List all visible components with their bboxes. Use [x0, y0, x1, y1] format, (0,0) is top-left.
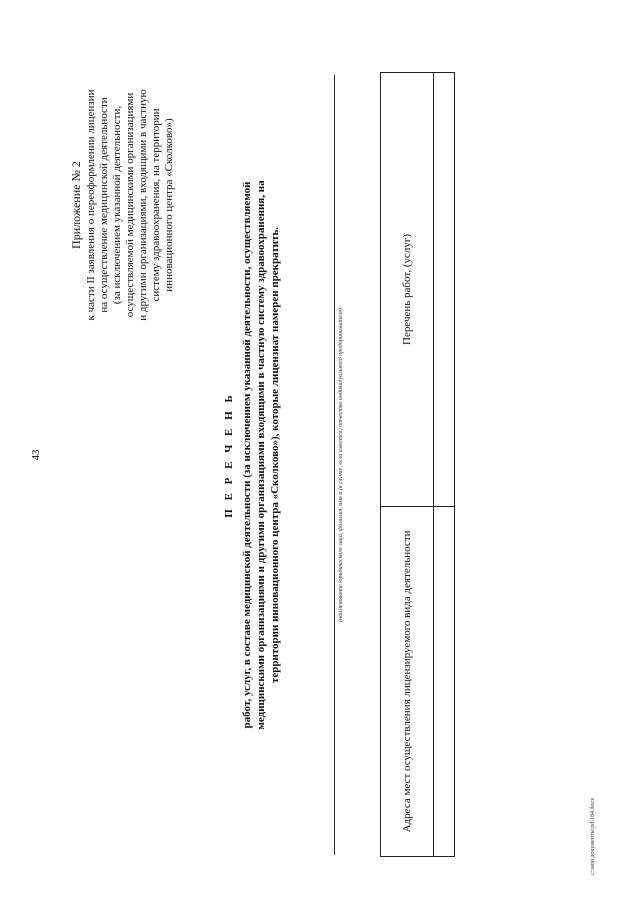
appendix-line: и другими организациями, входящими в частную — [137, 89, 149, 321]
appendix-line: осуществляемой медицинскими организациями — [124, 92, 136, 318]
rotated-page — [30, 35, 610, 875]
appendix-title: Приложение № 2 — [69, 161, 83, 249]
table-cell-works[interactable] — [434, 73, 455, 507]
file-path: c:\мои документы\pd\184.docx — [590, 797, 596, 875]
appendix-line: инновационного центра «Сколково») — [163, 118, 175, 292]
header-works: Перечень работ, (услуг) — [381, 73, 434, 507]
document-subtitle — [240, 55, 282, 855]
appendix-line: (за исключением указанной деятельности, — [111, 105, 123, 305]
appendix-line: систему здравоохранения, на территории — [150, 108, 162, 302]
page-number: 43 — [30, 449, 42, 461]
header-address: Адреса мест осуществления лицензируемого вида деятельности — [381, 506, 434, 856]
table-header-row — [381, 73, 434, 857]
works-table — [380, 72, 455, 857]
subtitle-line: медицинскими организациями и другими организациями входящими в частную систему здравоохранения, на — [255, 180, 267, 730]
subtitle-line: работ, услуг, в составе медицинской деятельности (за исключением указанной деятельности, осуществляемой — [241, 181, 253, 729]
table-row — [434, 73, 455, 857]
subtitle-line: территории инновационного центра «Сколково»), которые лицензиат намерен прекратить. — [269, 226, 281, 684]
document-heading: П Е Р Е Ч Е Н Ь — [223, 392, 235, 518]
appendix-line: на осуществление медицинской деятельности — [98, 97, 110, 313]
licensee-name-caption: (наименование юридического лица, фамилия, имя и (в случае, если имеется) отчество индивидуального предпринимателя) — [338, 308, 344, 622]
appendix-block — [70, 55, 176, 355]
appendix-line: к части II заявления о переоформлении лицензии — [85, 89, 97, 321]
table-cell-address[interactable] — [434, 506, 455, 856]
licensee-name-line — [334, 75, 335, 855]
